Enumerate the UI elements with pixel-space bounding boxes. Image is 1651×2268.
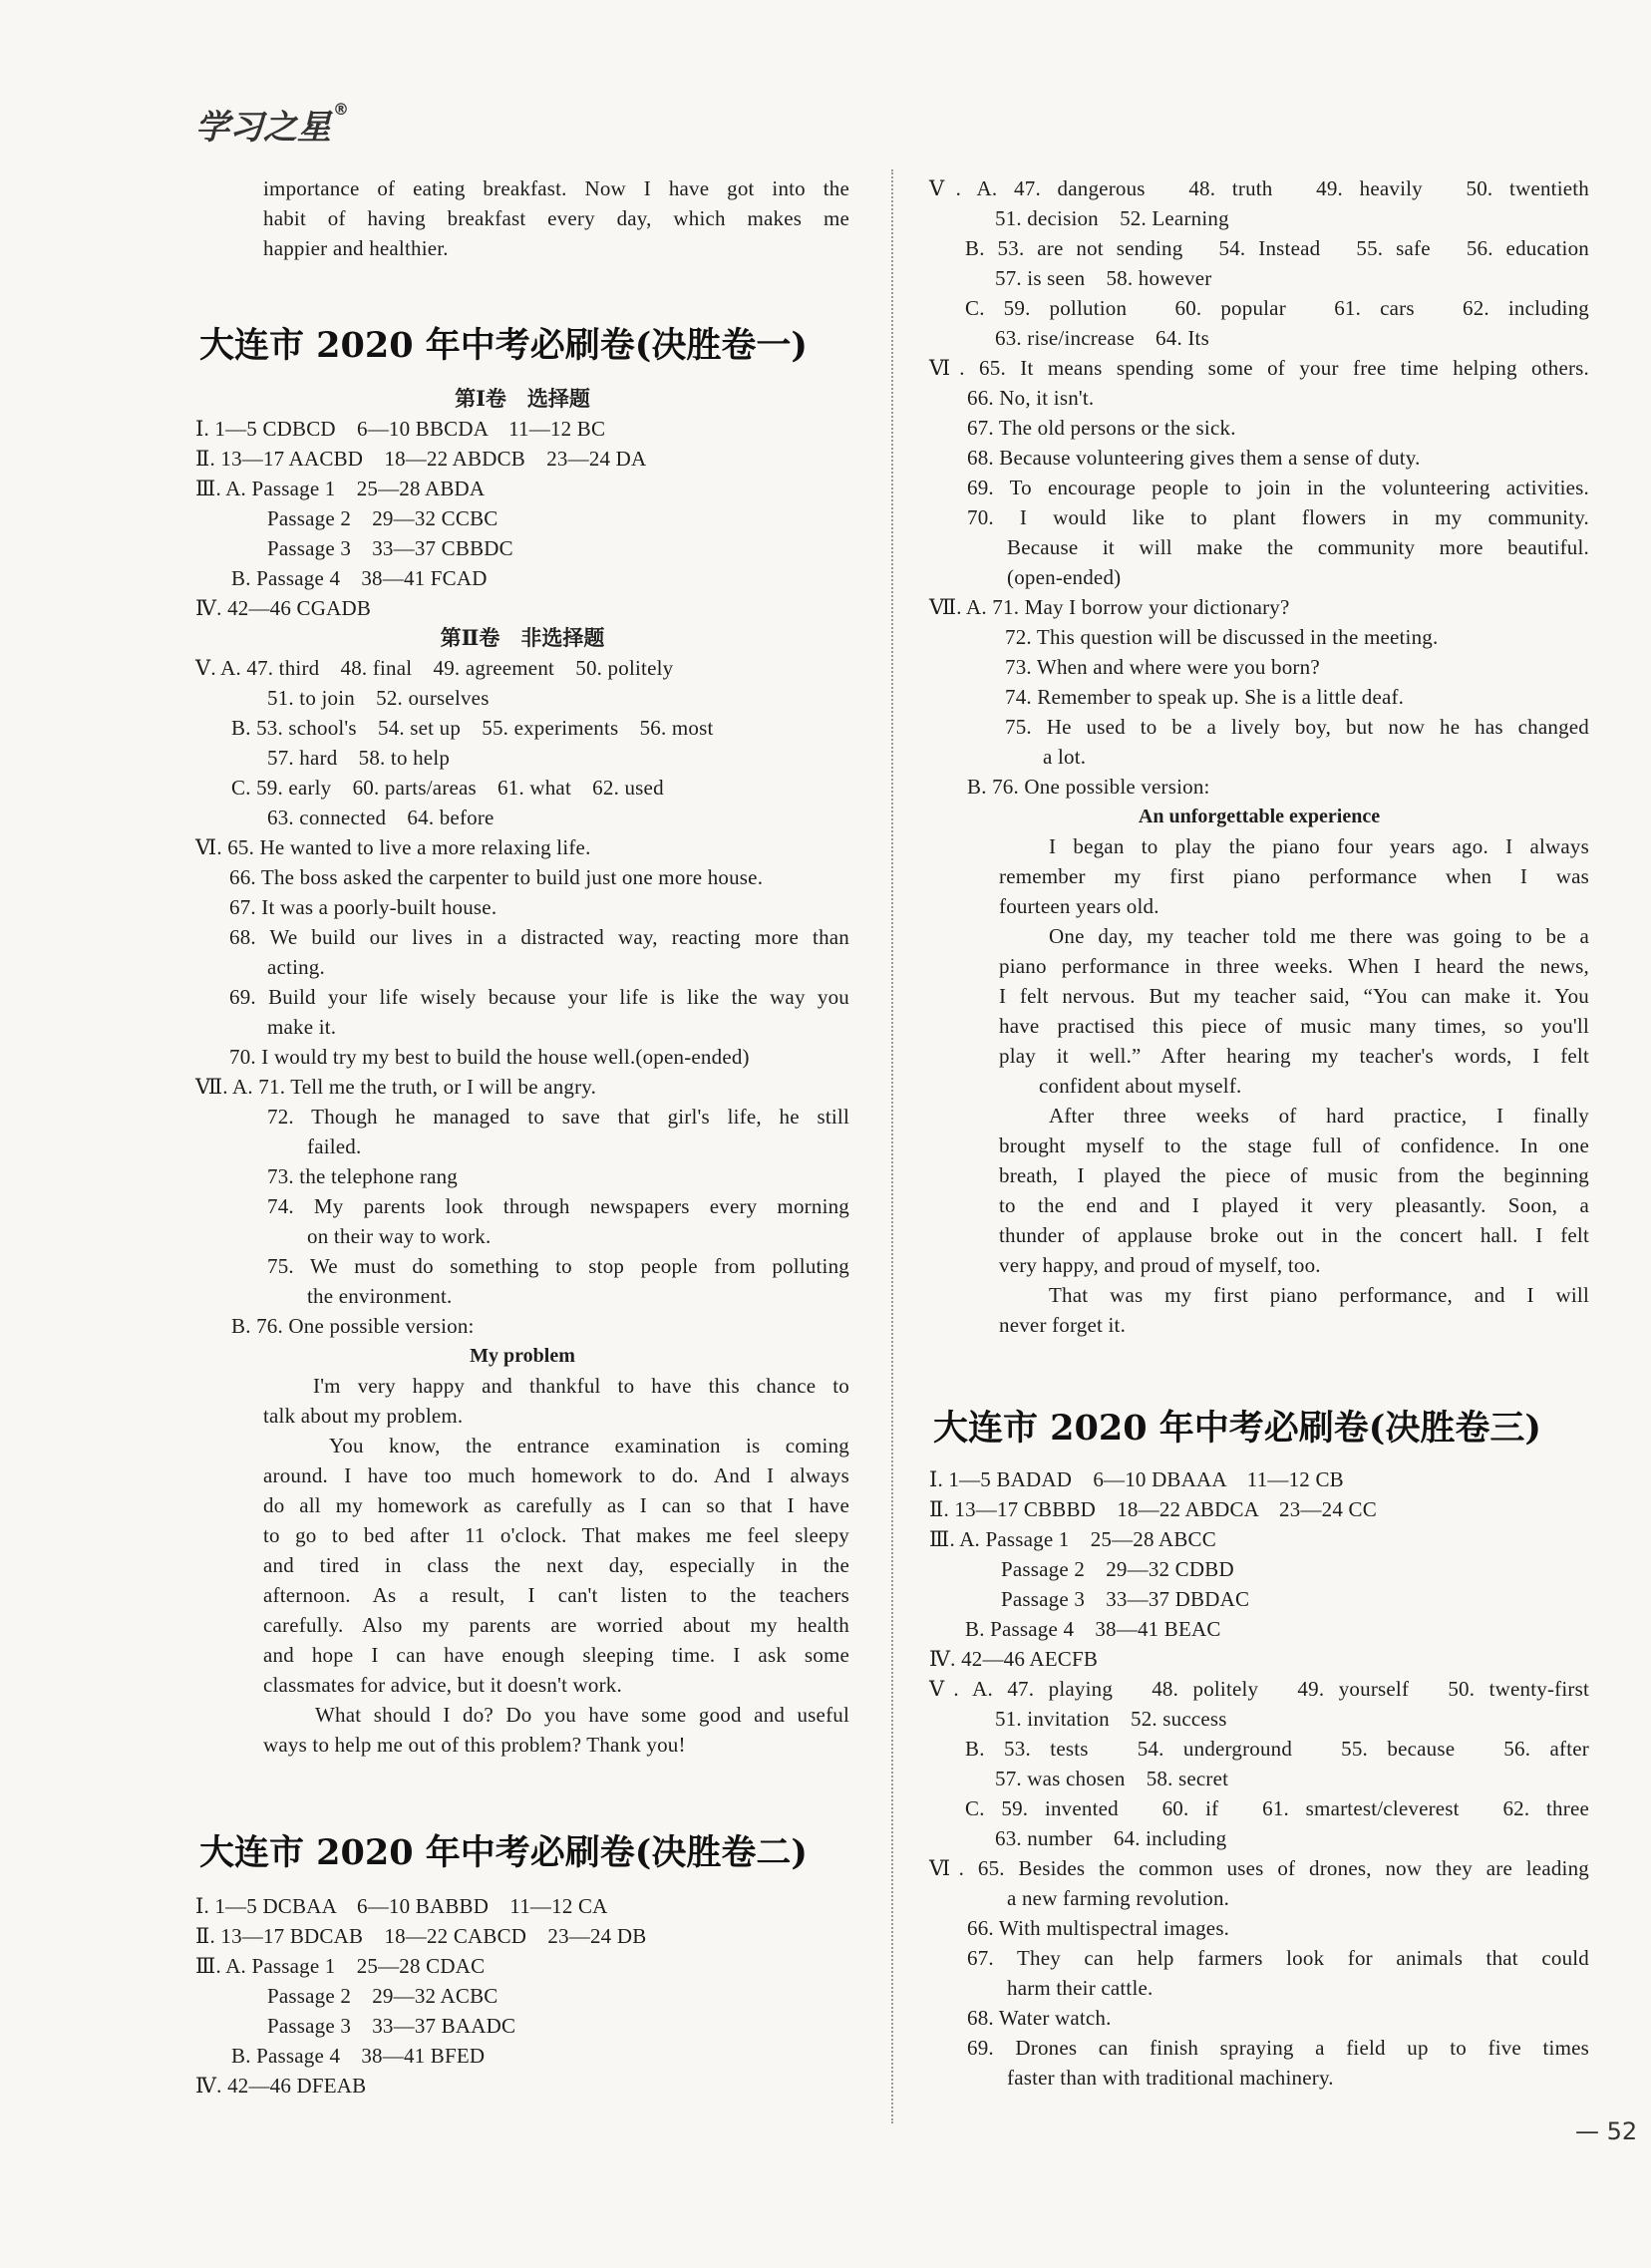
text-line: Ⅲ. A. Passage 1 25—28 CDAC — [195, 1954, 486, 1978]
column-divider — [891, 169, 893, 2123]
text-line: B. 53. are not sending 54. Instead 55. safe 56. education — [965, 236, 1589, 260]
text-line: Passage 2 29—32 CDBD — [1001, 1557, 1234, 1581]
text-line: That was my first piano performance, and I will — [1049, 1283, 1589, 1307]
text-line: faster than with traditional machinery. — [1007, 2066, 1334, 2090]
text-line: importance of eating breakfast. Now I have got into the — [263, 176, 849, 200]
text-line: have practised this piece of music many times, so you'll — [999, 1014, 1589, 1038]
text-line: B. Passage 4 38—41 BEAC — [965, 1617, 1221, 1641]
section-heading: 大连市 2020 年中考必刷卷(决胜卷三) — [933, 1408, 1541, 1449]
text-line: I felt nervous. But my teacher said, “You can make it. You — [999, 984, 1589, 1008]
text-line: Passage 2 29—32 CCBC — [267, 506, 498, 530]
text-line: a lot. — [1043, 745, 1087, 769]
text-line: 63. number 64. including — [995, 1826, 1227, 1850]
text-line: piano performance in three weeks. When I heard the news, — [999, 954, 1589, 978]
text-line: Ⅵ. 65. He wanted to live a more relaxing life. — [195, 835, 591, 859]
text-line: thunder of applause broke out in the concert hall. I felt — [999, 1223, 1589, 1247]
text-line: 70. I would like to plant flowers in my community. — [967, 505, 1589, 529]
brand-name: 学习之星 — [195, 108, 331, 148]
text-line: 75. He used to be a lively boy, but now he has changed — [1005, 715, 1589, 739]
text-line: B. 53. school's 54. set up 55. experiments 56. most — [231, 716, 714, 740]
text-line: 69. Build your life wisely because your life is like the way you — [229, 985, 849, 1009]
text-line: 66. With multispectral images. — [967, 1916, 1230, 1940]
text-line: I began to play the piano four years ago. I always — [1049, 834, 1589, 858]
text-line: 72. Though he managed to save that girl's life, he still — [267, 1105, 849, 1129]
brand-logo — [195, 100, 349, 149]
text-line: 73. When and where were you born? — [1005, 655, 1320, 679]
registered-mark: ® — [333, 100, 349, 119]
text-line: Passage 2 29—32 ACBC — [267, 1984, 498, 2008]
text-line: C. 59. pollution 60. popular 61. cars 62. including — [965, 296, 1589, 320]
text-line: 75. We must do something to stop people from polluting — [267, 1254, 849, 1278]
text-line: 51. to join 52. ourselves — [267, 686, 490, 710]
text-line: play it well.” After hearing my teacher's words, I felt — [999, 1044, 1589, 1068]
text-line: Ⅴ. A. 47. playing 48. politely 49. yourself 50. twenty-first — [929, 1677, 1589, 1701]
text-line: 63. connected 64. before — [267, 806, 495, 829]
text-line: 66. The boss asked the carpenter to build just one more house. — [229, 865, 764, 889]
essay-title: My problem — [470, 1345, 575, 1367]
text-line: Ⅰ. 1—5 BADAD 6—10 DBAAA 11—12 CB — [929, 1467, 1344, 1491]
text-line: on their way to work. — [307, 1224, 492, 1248]
text-line: classmates for advice, but it doesn't work. — [263, 1673, 622, 1697]
text-line: Passage 3 33—37 CBBDC — [267, 536, 513, 560]
text-line: breath, I played the piece of music from the beginning — [999, 1163, 1589, 1187]
text-line: and hope I can have enough sleeping time. I ask some — [263, 1643, 849, 1667]
text-line: talk about my problem. — [263, 1404, 464, 1428]
text-line: 57. hard 58. to help — [267, 746, 451, 770]
text-line: 73. the telephone rang — [267, 1164, 459, 1188]
section-heading: 大连市 2020 年中考必刷卷(决胜卷一) — [199, 325, 808, 366]
part-heading: 第Ⅰ卷 选择题 — [455, 386, 590, 411]
text-line: 57. was chosen 58. secret — [995, 1767, 1229, 1790]
text-line: 69. Drones can finish spraying a field up to five times — [967, 2036, 1589, 2060]
text-line: Ⅴ. A. 47. third 48. final 49. agreement 50. politely — [195, 656, 674, 680]
text-line: 74. Remember to speak up. She is a little deaf. — [1005, 685, 1405, 709]
essay-title: An unforgettable experience — [1138, 806, 1381, 827]
text-line: B. 76. One possible version: — [231, 1314, 475, 1338]
part-heading: 第Ⅱ卷 非选择题 — [440, 625, 605, 650]
section-heading: 大连市 2020 年中考必刷卷(决胜卷二) — [199, 1832, 808, 1873]
text-line: Ⅰ. 1—5 DCBAA 6—10 BABBD 11—12 CA — [195, 1894, 608, 1918]
text-line: One day, my teacher told me there was going to be a — [1049, 924, 1589, 948]
text-line: 63. rise/increase 64. Its — [995, 326, 1209, 350]
text-line: 67. They can help farmers look for animals that could — [967, 1946, 1589, 1970]
text-line: Ⅶ. A. 71. May I borrow your dictionary? — [929, 595, 1290, 619]
text-line: Ⅵ. 65. Besides the common uses of drones, now they are leading — [929, 1856, 1589, 1880]
text-line: happier and healthier. — [263, 236, 449, 260]
text-line: 72. This question will be discussed in the meeting. — [1005, 625, 1439, 649]
text-line: Ⅲ. A. Passage 1 25—28 ABCC — [929, 1527, 1216, 1551]
page-number: — 52 — [1575, 2117, 1638, 2145]
text-line: Because it will make the community more beautiful. — [1007, 535, 1589, 559]
text-line: 68. Because volunteering gives them a sense of duty. — [967, 446, 1421, 470]
text-line: afternoon. As a result, I can't listen to the teachers — [263, 1583, 849, 1607]
text-line: the environment. — [307, 1284, 453, 1308]
text-line: 51. invitation 52. success — [995, 1707, 1227, 1731]
text-line: 69. To encourage people to join in the volunteering activities. — [967, 476, 1589, 499]
text-line: Ⅴ. A. 47. dangerous 48. truth 49. heavily 50. twentieth — [929, 176, 1589, 200]
text-line: Ⅱ. 13—17 BDCAB 18—22 CABCD 23—24 DB — [195, 1924, 647, 1948]
text-line: ways to help me out of this problem? Thank you! — [263, 1733, 686, 1757]
text-line: acting. — [267, 955, 325, 979]
text-line: Passage 3 33—37 BAADC — [267, 2014, 516, 2038]
text-line: You know, the entrance examination is coming — [329, 1434, 849, 1458]
text-line: remember my first piano performance when I was — [999, 864, 1589, 888]
text-line: 66. No, it isn't. — [967, 386, 1095, 410]
text-line: habit of having breakfast every day, which makes me — [263, 206, 849, 230]
text-line: 68. We build our lives in a distracted way, reacting more than — [229, 925, 849, 949]
text-line: C. 59. invented 60. if 61. smartest/cleverest 62. three — [965, 1796, 1589, 1820]
text-line: Ⅰ. 1—5 CDBCD 6—10 BBCDA 11—12 BC — [195, 417, 606, 441]
text-line: Ⅵ. 65. It means spending some of your free time helping others. — [929, 356, 1589, 380]
text-line: I'm very happy and thankful to have this chance to — [313, 1374, 849, 1398]
text-line: 67. The old persons or the sick. — [967, 416, 1236, 440]
text-line: around. I have too much homework to do. And I always — [263, 1463, 849, 1487]
text-line: Ⅱ. 13—17 AACBD 18—22 ABDCB 23—24 DA — [195, 447, 647, 471]
text-line: After three weeks of hard practice, I finally — [1049, 1104, 1589, 1128]
text-line: B. 53. tests 54. underground 55. because 56. after — [965, 1737, 1589, 1761]
text-line: What should I do? Do you have some good and useful — [315, 1703, 849, 1727]
text-line: harm their cattle. — [1007, 1976, 1154, 2000]
text-line: do all my homework as carefully as I can so that I have — [263, 1493, 849, 1517]
text-line: Ⅱ. 13—17 CBBBD 18—22 ABDCA 23—24 CC — [929, 1497, 1377, 1521]
text-line: Ⅶ. A. 71. Tell me the truth, or I will be angry. — [195, 1075, 597, 1099]
text-line: to go to bed after 11 o'clock. That makes me feel sleepy — [263, 1523, 849, 1547]
text-line: 51. decision 52. Learning — [995, 206, 1229, 230]
text-line: and tired in class the next day, especially in the — [263, 1553, 849, 1577]
text-line: 67. It was a poorly-built house. — [229, 895, 497, 919]
text-line: fourteen years old. — [999, 894, 1159, 918]
text-line: Ⅳ. 42—46 AECFB — [929, 1647, 1099, 1671]
text-line: B. Passage 4 38—41 FCAD — [231, 566, 488, 590]
text-line: carefully. Also my parents are worried about my health — [263, 1613, 849, 1637]
text-line: make it. — [267, 1015, 337, 1039]
text-line: Ⅳ. 42—46 CGADB — [195, 596, 372, 620]
text-line: Passage 3 33—37 DBDAC — [1001, 1587, 1250, 1611]
text-line: (open-ended) — [1007, 565, 1122, 589]
text-line: 68. Water watch. — [967, 2006, 1112, 2030]
text-line: B. Passage 4 38—41 BFED — [231, 2044, 486, 2068]
text-line: never forget it. — [999, 1313, 1127, 1337]
text-line: B. 76. One possible version: — [967, 775, 1210, 799]
text-line: Ⅲ. A. Passage 1 25—28 ABDA — [195, 477, 486, 500]
text-line: very happy, and proud of myself, too. — [999, 1253, 1321, 1277]
text-line: confident about myself. — [1039, 1074, 1242, 1098]
text-line: 57. is seen 58. however — [995, 266, 1212, 290]
text-line: C. 59. early 60. parts/areas 61. what 62. used — [231, 776, 664, 800]
text-line: failed. — [307, 1134, 362, 1158]
text-line: Ⅳ. 42—46 DFEAB — [195, 2074, 367, 2098]
text-line: to the end and I played it very pleasantly. Soon, a — [999, 1193, 1589, 1217]
text-line: brought myself to the stage full of confidence. In one — [999, 1134, 1589, 1157]
text-line: a new farming revolution. — [1007, 1886, 1230, 1910]
text-line: 74. My parents look through newspapers every morning — [267, 1194, 849, 1218]
text-line: 70. I would try my best to build the house well.(open-ended) — [229, 1045, 750, 1069]
